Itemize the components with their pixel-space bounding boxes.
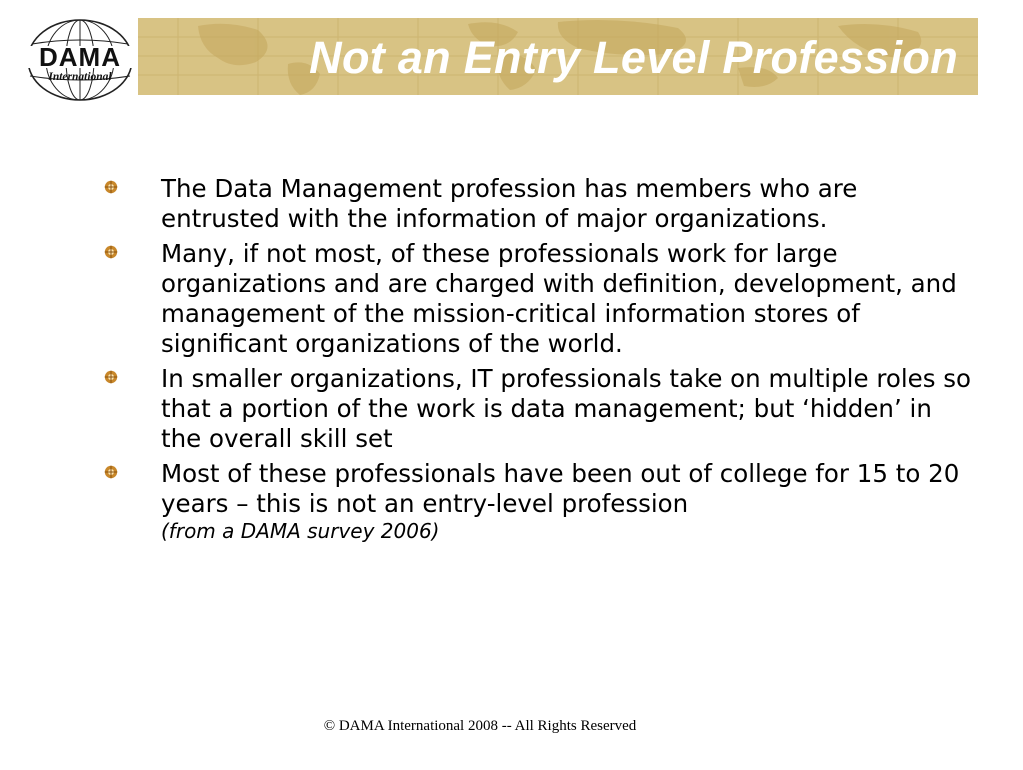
title-banner xyxy=(138,18,978,95)
bullet-text: In smaller organizations, IT professionals take on multiple roles so that a portion of the work is data management; but ‘hidden’ in the overall skill set xyxy=(161,364,972,453)
bullet-source-note: (from a DAMA survey 2006) xyxy=(161,519,440,543)
bullet-marker-icon xyxy=(104,465,118,479)
list-item xyxy=(104,364,974,454)
list-item xyxy=(104,174,974,234)
list-item xyxy=(104,459,974,543)
bullet-list xyxy=(104,174,974,548)
list-item xyxy=(104,239,974,359)
dama-logo xyxy=(22,18,138,102)
bullet-marker-icon xyxy=(104,245,118,259)
logo-sub-text: International xyxy=(48,71,112,83)
copyright-footer: © DAMA International 2008 -- All Rights Reserved xyxy=(323,718,637,734)
bullet-text: Many, if not most, of these professionals work for large organizations and are charged with definition, development, and management of the mission-critical information stores of significant organizations of the world. xyxy=(161,239,957,358)
globe-icon xyxy=(22,18,138,102)
logo-main-text: DAMA xyxy=(39,42,121,72)
bullet-text: The Data Management profession has members who are entrusted with the information of major organizations. xyxy=(161,174,858,233)
page-title: Not an Entry Level Profession xyxy=(309,32,958,83)
bullet-text: Most of these professionals have been out of college for 15 to 20 years – this is not an entry-level profession xyxy=(161,459,960,518)
bullet-marker-icon xyxy=(104,180,118,194)
bullet-marker-icon xyxy=(104,370,118,384)
